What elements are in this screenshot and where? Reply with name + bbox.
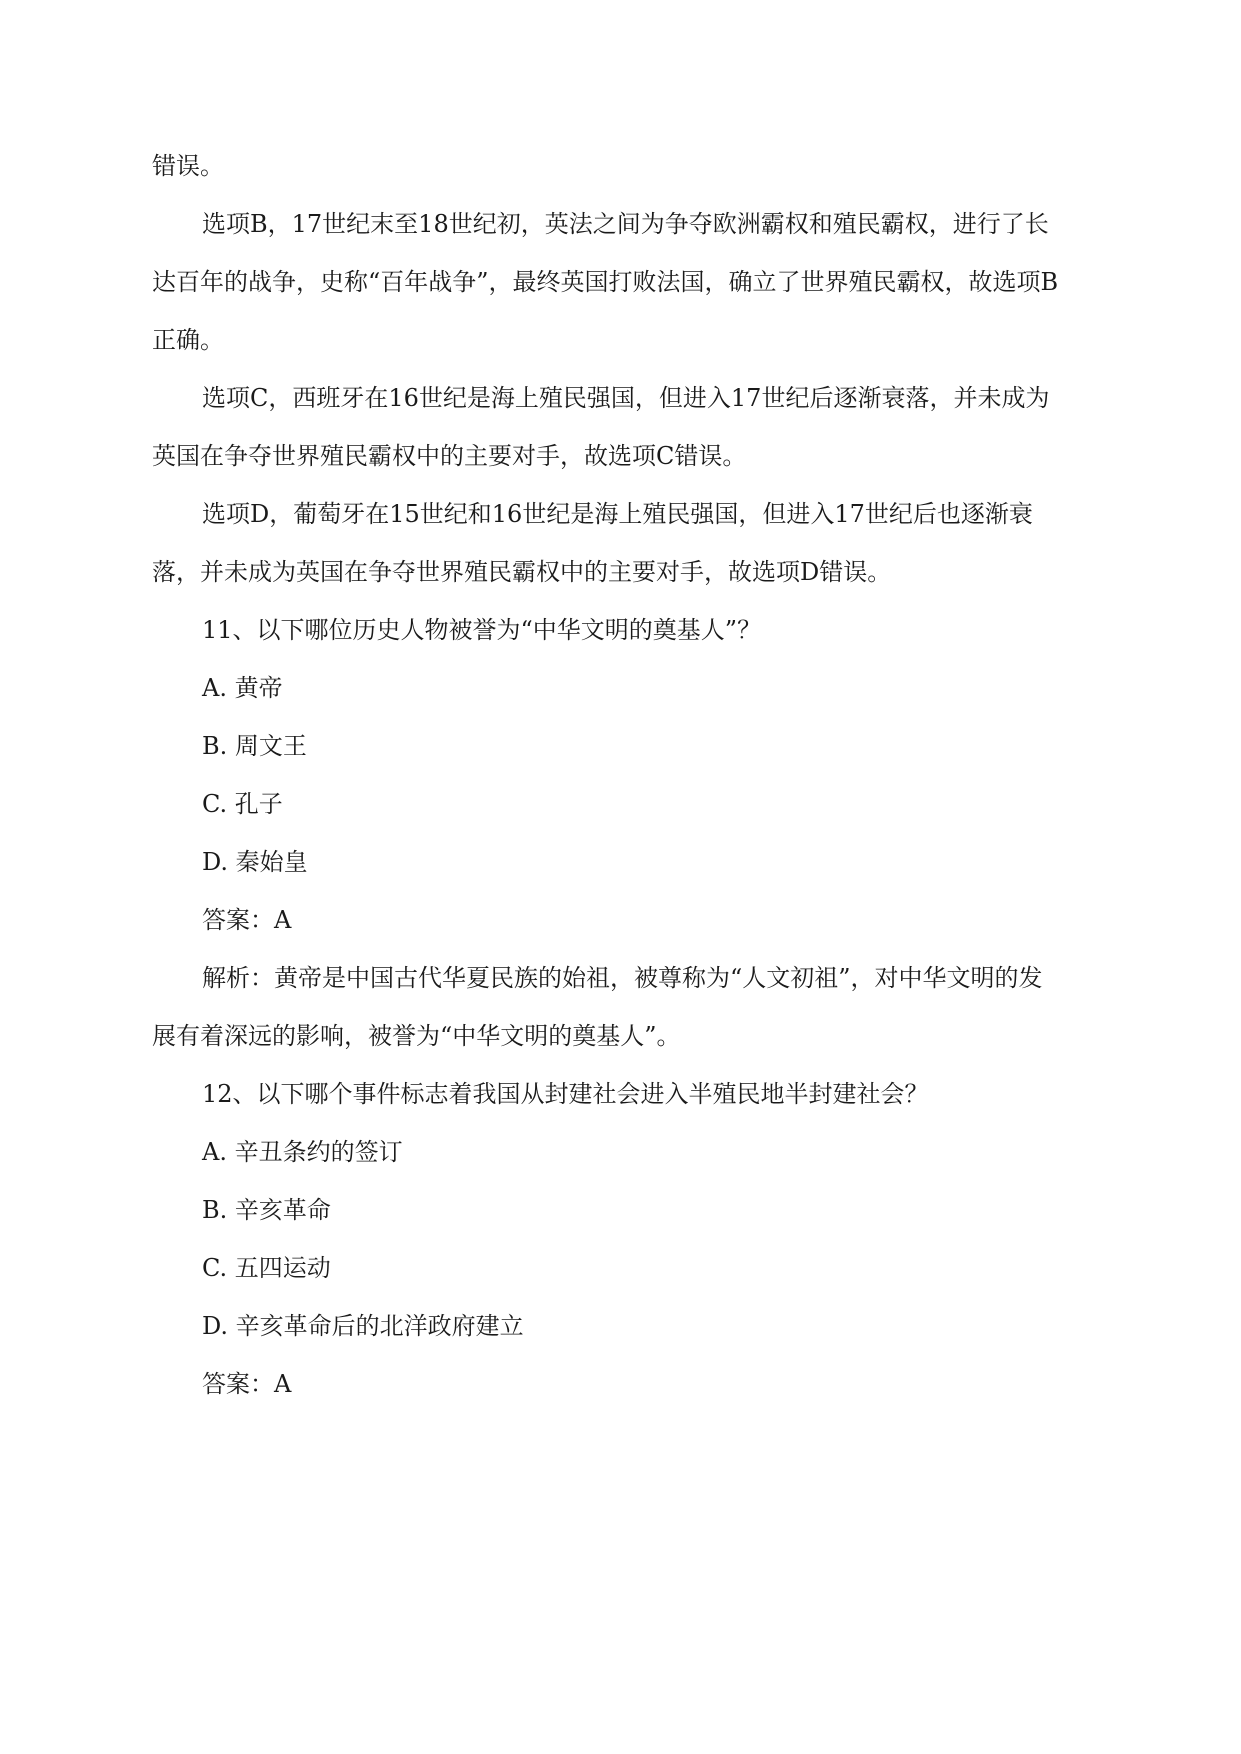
option-c: C. 孔子 [202, 790, 283, 818]
question-11: 11、以下哪位历史人物被誉为“中华文明的奠基人”？ [202, 616, 762, 644]
text-line: 选项C，西班牙在16世纪是海上殖民强国，但进入17世纪后逐渐衰落，并未成为 [202, 384, 1050, 412]
explanation: 解析：黄帝是中国古代华夏民族的始祖，被尊称为“人文初祖”，对中华文明的发 [202, 964, 1043, 992]
text-line: 达百年的战争，史称“百年战争”，最终英国打败法国，确立了世界殖民霸权，故选项B [152, 268, 1059, 296]
text-line: 落，并未成为英国在争夺世界殖民霸权中的主要对手，故选项D错误。 [152, 558, 892, 586]
option-d: D. 秦始皇 [202, 848, 308, 876]
answer: 答案：A [202, 1370, 292, 1398]
option-a: A. 黄帝 [202, 674, 283, 702]
text-line: 错误。 [152, 152, 224, 180]
option-b: B. 周文王 [202, 732, 307, 760]
option-c: C. 五四运动 [202, 1254, 331, 1282]
text-line: 选项D，葡萄牙在15世纪和16世纪是海上殖民强国，但进入17世纪后也逐渐衰 [202, 500, 1033, 528]
option-b: B. 辛亥革命 [202, 1196, 331, 1224]
option-d: D. 辛亥革命后的北洋政府建立 [202, 1312, 524, 1340]
option-a: A. 辛丑条约的签订 [202, 1138, 403, 1166]
text-line: 英国在争夺世界殖民霸权中的主要对手，故选项C错误。 [152, 442, 747, 470]
question-12: 12、以下哪个事件标志着我国从封建社会进入半殖民地半封建社会？ [202, 1080, 929, 1108]
text-line: 正确。 [152, 326, 224, 354]
answer: 答案：A [202, 906, 292, 934]
explanation: 展有着深远的影响，被誉为“中华文明的奠基人”。 [152, 1022, 681, 1050]
text-line: 选项B，17世纪末至18世纪初，英法之间为争夺欧洲霸权和殖民霸权，进行了长 [202, 210, 1049, 238]
